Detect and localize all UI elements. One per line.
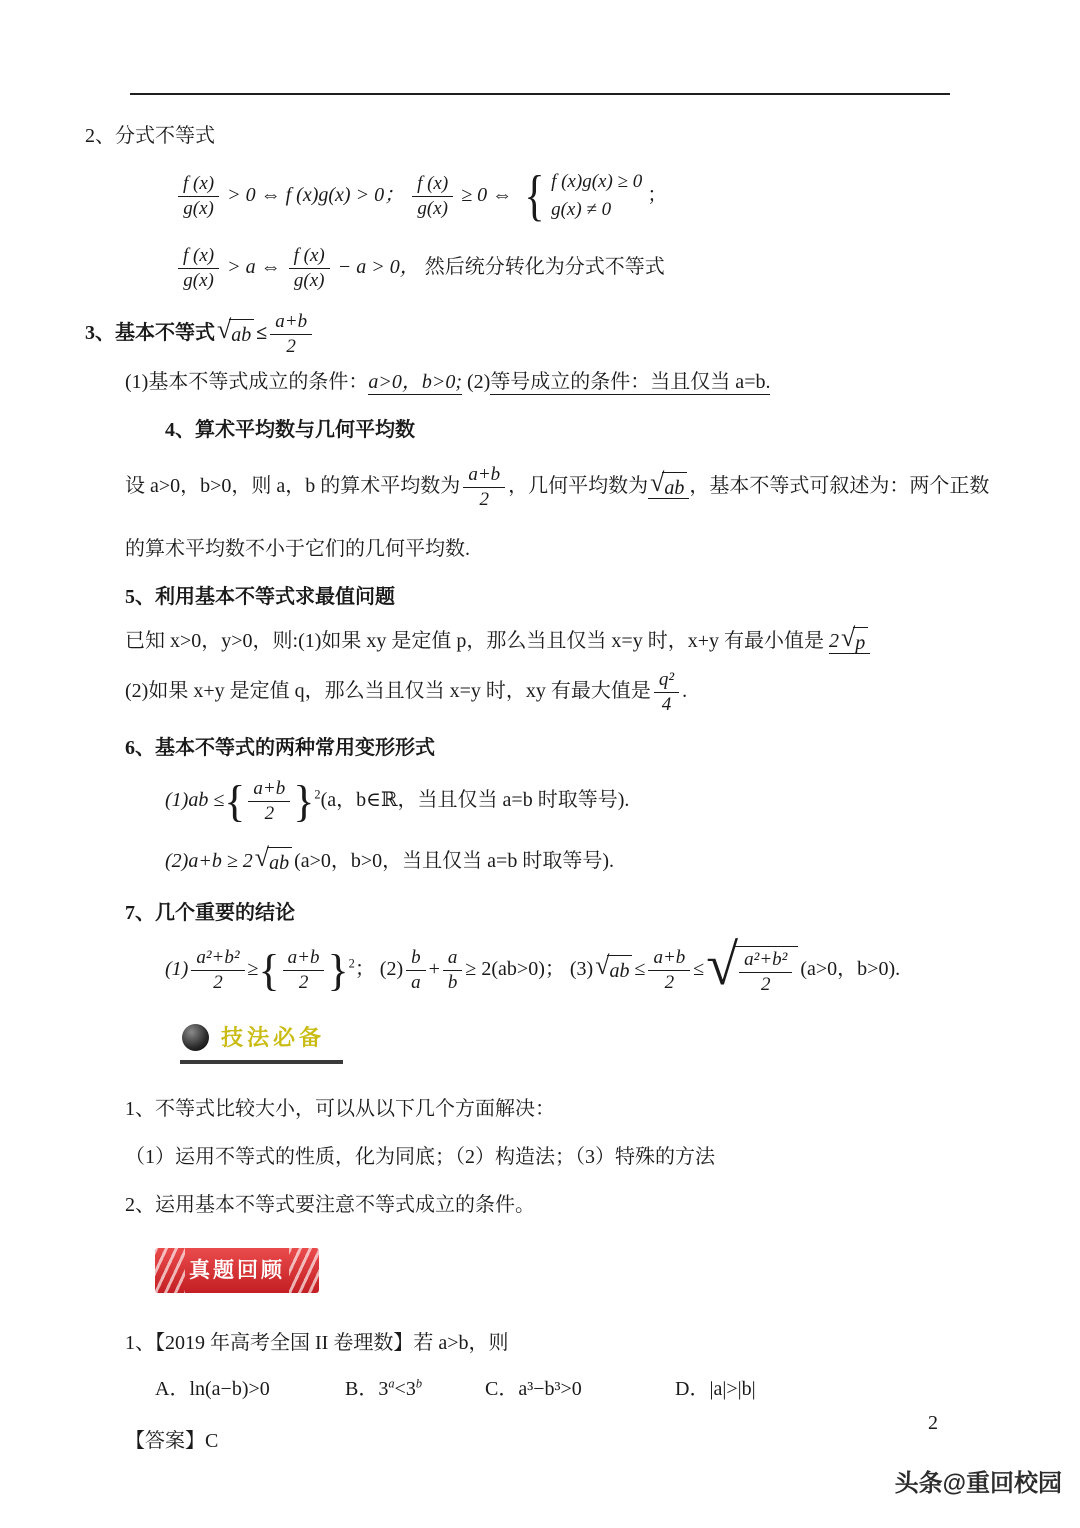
section-4-title: 4、算术平均数与几何平均数: [165, 419, 415, 442]
sqrt-of-fraction: [706, 931, 798, 997]
fraction-inequality-formula-1: [175, 164, 1080, 227]
radical-icon: √: [217, 315, 232, 345]
answer-options-row: [155, 1374, 1080, 1404]
past-exam-badge-label: 真题回顾: [189, 1258, 285, 1282]
exponent: 2: [348, 956, 355, 971]
option-b: B．$3^a<3^b$: [345, 1376, 423, 1401]
fraction-apb-2: $\frac{a+b}{2}$: [248, 779, 290, 824]
formula-text: 然后统分转化为分式不等式: [424, 255, 665, 278]
numerator: f (x): [183, 244, 215, 266]
fraction-fx-gx: [178, 174, 219, 219]
formula-text: > 0 ⇔ f (x)g(x) > 0；: [227, 183, 405, 206]
radical-icon: √: [650, 468, 665, 498]
min-value-expression: 2 √ p: [829, 630, 870, 654]
radical-icon: √: [841, 623, 856, 653]
formula-text: ；: [647, 183, 668, 206]
right-brace-icon: }: [327, 945, 349, 995]
watermark: 头条@重回校园: [894, 1470, 1062, 1497]
answer-line: 【答案】C: [125, 1430, 219, 1453]
fraction-apb-2: $\frac{a+b}{2}$: [283, 948, 325, 993]
numerator: f (x): [183, 172, 215, 194]
fraction-a2b2-2: $\frac{\text{a²+b²}}{2}$: [191, 948, 244, 993]
underlined-condition: a>0，b>0;: [368, 371, 462, 394]
section-7-formula-line: (1) $\frac{\text{a²+b²}}{2}$ ≥{ $\frac{a+b}{2}$ }$^2$； (2) $\frac{b}{a}$ + $\frac{a}{b}$ ≥ 2(ab>0)； (3) √ ab ≤ $\frac{a+b}{2}$ ≤ √ $\frac{\text{a²+b²}}{2}$ (a>0，b>0).: [165, 931, 901, 997]
fraction-apb-2: $\frac{a+b}{2}$: [648, 948, 690, 993]
section-5-line-2: (2)如果 x+y 是定值 q，那么当且仅当 x=y 时，xy 有最大值是 $\frac{\text{q²}}{4}$ .: [125, 669, 688, 716]
fraction-b-a: $\frac{b}{a}$: [406, 948, 426, 993]
radical-icon: √: [706, 931, 739, 997]
fraction-fx-gx: [178, 246, 219, 291]
left-brace-icon: {: [224, 776, 246, 826]
fraction-apb-2: $\frac{a+b}{2}$: [270, 312, 312, 357]
right-brace-icon: }: [293, 776, 315, 826]
section-4-paragraph-2: 的算术平均数不小于它们的几何平均数.: [125, 538, 470, 561]
section-6-title: 6、基本不等式的两种常用变形形式: [125, 737, 435, 759]
fraction-apb-2: $\frac{a+b}{2}$: [463, 465, 505, 510]
sqrt-ab: √ ab: [217, 319, 254, 350]
left-brace-icon: {: [524, 164, 545, 227]
option-a: A．ln(a−b)>0: [155, 1378, 270, 1401]
denominator: g(x): [178, 196, 219, 219]
denominator: g(x): [412, 196, 453, 219]
exponent: 2: [314, 787, 321, 802]
radical-icon: √: [254, 842, 270, 872]
tip-line-3: 2、运用基本不等式要注意不等式成立的条件。: [125, 1193, 535, 1216]
section-6-line-1: (1)ab ≤{ $\frac{a+b}{2}$ }$^2$(a，b∈ℝ，当且仅当 a=b 时取等号).: [165, 776, 630, 826]
section-3-title: 3、基本不等式 √ ab ≤ $\frac{a+b}{2}$: [85, 312, 1080, 357]
title-text: 3、基本不等式: [85, 322, 215, 345]
numerator: f (x): [293, 244, 325, 266]
formula-text: > a ⇔: [227, 255, 281, 278]
fraction-fx-gx: [412, 174, 453, 219]
skill-badge-label: 技法必备: [221, 1024, 326, 1050]
section-3-conditions: (1)基本不等式成立的条件：a>0，b>0; (2)等号成立的条件：当且仅当 a=b.: [125, 371, 771, 394]
case-row: f (x)g(x) ≥ 0: [551, 171, 643, 192]
option-d: D．|a|>|b|: [675, 1378, 756, 1401]
section-5-line-1: 已知 x>0，y>0，则:(1)如果 xy 是定值 p，那么当且仅当 x=y 时，x+y 有最小值是 2 √ p: [125, 626, 1080, 658]
left-brace-icon: {: [258, 945, 280, 995]
skill-section-badge: [180, 1021, 343, 1064]
fraction-q2-4: $\frac{\text{q²}}{4}$: [654, 670, 679, 715]
denominator: g(x): [289, 268, 330, 291]
question-1: 1、【2019 年高考全国 II 卷理数】若 a>b，则: [125, 1332, 509, 1355]
sqrt-ab: √ ab: [650, 472, 687, 503]
section-4-paragraph-1: 设 a>0，b>0，则 a，b 的算术平均数为 $\frac{a+b}{2}$ ，几何平均数为 √ ab ，基本不等式可叙述为：两个正数: [125, 464, 990, 511]
denominator: g(x): [178, 268, 219, 291]
sqrt-ab: √ ab: [255, 847, 292, 878]
past-exam-badge: [155, 1248, 319, 1294]
radical-icon: √: [595, 950, 610, 980]
fraction-fx-gx: [289, 246, 330, 291]
tip-line-1: 1、不等式比较大小，可以从以下几个方面解决：: [125, 1097, 555, 1120]
tip-line-2: （1）运用不等式的性质，化为同底；（2）构造法；（3）特殊的方法: [125, 1145, 715, 1168]
underlined-condition: 等号成立的条件：当且仅当 a=b.: [490, 371, 771, 394]
section-6-line-2: (2)a+b ≥ 2 √ ab (a>0，b>0，当且仅当 a=b 时取等号).: [165, 846, 1080, 878]
page-header-rule: [130, 93, 950, 95]
section-5-title: 5、利用基本不等式求最值问题: [125, 586, 395, 609]
fraction-a-b: $\frac{a}{b}$: [443, 948, 463, 993]
page-number: 2: [928, 1412, 938, 1434]
dark-sphere-icon: [182, 1024, 209, 1051]
formula-text: − a > 0，: [337, 255, 420, 278]
case-row: g(x) ≠ 0: [551, 198, 612, 220]
option-c: C．a³−b³>0: [485, 1378, 582, 1401]
sqrt-p: √ p: [841, 627, 868, 658]
formula-text: ≥ 0 ⇔: [461, 183, 513, 206]
fraction-a2b2-2: $\frac{\text{a²+b²}}{2}$: [739, 950, 792, 995]
section-2-title: 2、分式不等式: [85, 125, 215, 147]
sqrt-ab: √ ab: [595, 955, 632, 986]
fraction-inequality-formula-2: [175, 246, 1080, 291]
section-7-title: 7、几个重要的结论: [125, 901, 295, 924]
numerator: f (x): [417, 172, 449, 194]
system-of-inequalities: [521, 164, 643, 227]
